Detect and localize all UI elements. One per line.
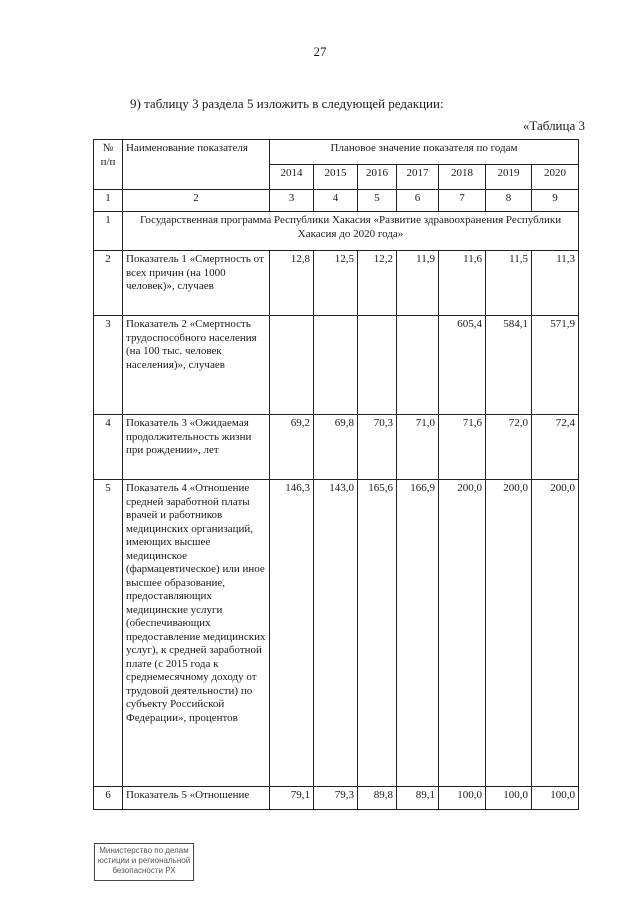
value-cell: 200,0 — [439, 480, 486, 787]
table-caption: «Таблица 3 — [522, 118, 585, 133]
col-number: 8 — [486, 190, 532, 212]
indicator-name: Показатель 3 «Ожидаемая продолжительность жизни при рождении», лет — [123, 415, 270, 480]
value-cell: 72,4 — [532, 415, 579, 480]
indicator-name: Показатель 1 «Смертность от всех причин (на 1000 человек)», случаев — [123, 251, 270, 316]
page-number: 27 — [313, 44, 327, 59]
header-name: Наименование показателя — [123, 140, 270, 190]
value-cell — [314, 316, 358, 415]
value-cell: 605,4 — [439, 316, 486, 415]
value-cell: 89,8 — [358, 787, 397, 810]
indicator-name: Показатель 2 «Смертность трудоспособного населения (на 100 тыс. человек населения)», случаев — [123, 316, 270, 415]
year-cell: 2017 — [397, 165, 439, 190]
header-row-1 — [94, 140, 579, 165]
stamp-line: юстиции и региональной — [97, 856, 191, 865]
value-cell: 11,6 — [439, 251, 486, 316]
indicator-name: Показатель 4 «Отношение средней заработной платы врачей и работников медицинских организаций, имеющих высшее медицинское (фармацевтическое) или иное высшее образование, предоставляющих медицинские услуги (обеспечивающих предоставление медицинских услуг), к средней заработной плате (с 2015 года к среднемесячному доходу от трудовой деятельности) по субъекту Российской Федерации», процентов — [123, 480, 270, 787]
year-cell: 2016 — [358, 165, 397, 190]
col-number: 1 — [94, 190, 123, 212]
col-number: 2 — [123, 190, 270, 212]
table-row — [94, 415, 579, 480]
col-number: 4 — [314, 190, 358, 212]
row-number: 2 — [94, 251, 123, 316]
value-cell: 165,6 — [358, 480, 397, 787]
col-number: 6 — [397, 190, 439, 212]
value-cell: 100,0 — [439, 787, 486, 810]
value-cell: 71,6 — [439, 415, 486, 480]
value-cell: 11,5 — [486, 251, 532, 316]
table-row — [94, 316, 579, 415]
row-number: 4 — [94, 415, 123, 480]
indicator-name: Показатель 5 «Отношение — [123, 787, 270, 810]
year-cell: 2015 — [314, 165, 358, 190]
value-cell: 12,8 — [270, 251, 314, 316]
row-number: 1 — [94, 212, 123, 251]
value-cell: 100,0 — [486, 787, 532, 810]
value-cell: 166,9 — [397, 480, 439, 787]
col-number: 9 — [532, 190, 579, 212]
value-cell: 100,0 — [532, 787, 579, 810]
indicator-table — [93, 139, 579, 810]
value-cell: 79,3 — [314, 787, 358, 810]
value-cell: 584,1 — [486, 316, 532, 415]
table-row — [94, 251, 579, 316]
value-cell — [358, 316, 397, 415]
stamp-line: безопасности РХ — [112, 866, 176, 875]
value-cell: 200,0 — [486, 480, 532, 787]
value-cell — [397, 316, 439, 415]
value-cell: 11,3 — [532, 251, 579, 316]
program-row — [94, 212, 579, 251]
ministry-stamp — [94, 843, 194, 881]
program-title: Государственная программа Республики Хакасия «Развитие здравоохранения Республики Хакасия до 2020 года» — [123, 212, 579, 251]
row-number: 6 — [94, 787, 123, 810]
value-cell: 69,2 — [270, 415, 314, 480]
value-cell: 79,1 — [270, 787, 314, 810]
header-plan: Плановое значение показателя по годам — [270, 140, 579, 165]
col-number: 5 — [358, 190, 397, 212]
value-cell: 143,0 — [314, 480, 358, 787]
value-cell: 89,1 — [397, 787, 439, 810]
year-cell: 2020 — [532, 165, 579, 190]
col-number: 3 — [270, 190, 314, 212]
value-cell: 70,3 — [358, 415, 397, 480]
col-number: 7 — [439, 190, 486, 212]
value-cell: 71,0 — [397, 415, 439, 480]
value-cell: 11,9 — [397, 251, 439, 316]
value-cell: 146,3 — [270, 480, 314, 787]
year-cell: 2019 — [486, 165, 532, 190]
value-cell: 12,5 — [314, 251, 358, 316]
value-cell: 571,9 — [532, 316, 579, 415]
intro-text: 9) таблицу 3 раздела 5 изложить в следующей редакции: — [130, 96, 444, 111]
table-row — [94, 787, 579, 810]
row-number: 3 — [94, 316, 123, 415]
value-cell — [270, 316, 314, 415]
value-cell: 72,0 — [486, 415, 532, 480]
value-cell: 200,0 — [532, 480, 579, 787]
header-num: № п/п — [94, 140, 123, 190]
column-number-row — [94, 190, 579, 212]
year-cell: 2018 — [439, 165, 486, 190]
value-cell: 12,2 — [358, 251, 397, 316]
year-cell: 2014 — [270, 165, 314, 190]
value-cell: 69,8 — [314, 415, 358, 480]
row-number: 5 — [94, 480, 123, 787]
stamp-line: Министерство по делам — [99, 846, 189, 855]
table-row — [94, 480, 579, 787]
